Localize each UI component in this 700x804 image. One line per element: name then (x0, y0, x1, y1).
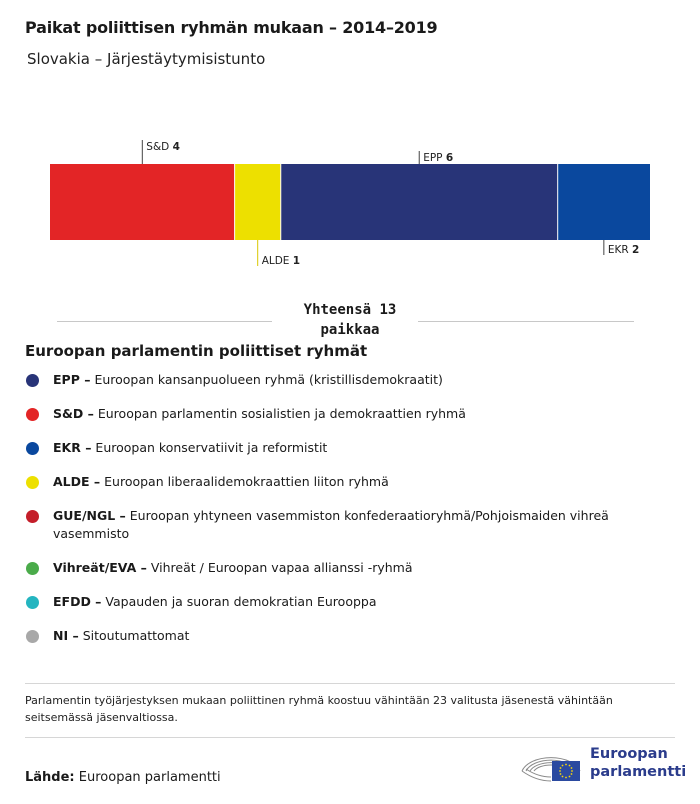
segment-label-name: EKR (607, 244, 633, 256)
legend-abbr: S&D – (53, 406, 94, 421)
legend-abbr: EFDD – (53, 594, 102, 609)
legend-item (25, 473, 665, 491)
legend-description: Euroopan yhtyneen vasemmiston konfederaatioryhmä/Pohjoismaiden vihreä vasemmisto (53, 508, 609, 541)
divider-top (25, 683, 675, 684)
footnote: Parlamentin työjärjestyksen mukaan poliittinen ryhmä koostuu vähintään 23 valitusta jäsenestä vähintään seitsemässä jäsenvaltiossa. (25, 694, 613, 724)
segment-label-value: 1 (292, 255, 301, 267)
bar-segment (558, 164, 650, 240)
segment-label-name: EPP (423, 152, 446, 164)
source (25, 770, 221, 785)
legend-dot-icon (26, 630, 39, 643)
total-seats-label: Yhteensä 13 paikkaa (303, 302, 397, 338)
chart-title: Paikat poliittisen ryhmän mukaan – 2014–2019 (25, 18, 438, 37)
segment-label-name: ALDE (261, 255, 293, 267)
source-value: Euroopan parlamentti (74, 770, 221, 785)
legend-item (25, 627, 665, 645)
legend-description: Euroopan kansanpuolueen ryhmä (kristillisdemokraatit) (90, 372, 443, 387)
chart-subtitle: Slovakia – Järjestäytymisistunto (27, 50, 266, 68)
legend-abbr: Vihreät/EVA – (53, 560, 147, 575)
legend-abbr: NI – (53, 628, 79, 643)
total-rule-right (418, 321, 634, 322)
legend-dot-icon (26, 408, 39, 421)
legend-description: Sitoutumattomat (78, 628, 190, 643)
segment-label (146, 141, 180, 153)
logo-line-1: Euroopan (590, 746, 668, 762)
logo-wordmark (590, 745, 686, 781)
legend-description: Vihreät / Euroopan vapaa allianssi -ryhmä (146, 560, 413, 575)
legend-description: Euroopan parlamentin sosialistien ja demokraattien ryhmä (93, 406, 466, 421)
segment-label (423, 152, 453, 164)
seat-bar-chart (0, 130, 700, 280)
legend-description: Euroopan liberaalidemokraattien liiton ryhmä (100, 474, 389, 489)
segment-label (608, 244, 639, 256)
segment-label-value: 4 (172, 141, 180, 153)
bar-segment (50, 164, 235, 240)
segment-label (262, 255, 300, 267)
legend-description: Vapauden ja suoran demokratian Eurooppa (101, 594, 377, 609)
bar-segment (235, 164, 281, 240)
legend-description: Euroopan konservatiivit ja reformistit (91, 440, 328, 455)
total-seats (0, 300, 700, 340)
legend-item (25, 559, 665, 577)
legend-abbr: EKR – (53, 440, 92, 455)
logo-line-2: parlamentti (590, 764, 687, 780)
legend (25, 371, 665, 661)
legend-dot-icon (26, 442, 39, 455)
legend-abbr: ALDE – (53, 474, 101, 489)
legend-heading: Euroopan parlamentin poliittiset ryhmät (25, 342, 368, 360)
european-parliament-logo (518, 743, 688, 789)
legend-abbr: GUE/NGL – (53, 508, 126, 523)
source-label: Lähde: (25, 770, 75, 785)
legend-item (25, 593, 665, 611)
segment-label-value: 2 (632, 244, 640, 256)
divider-bottom (25, 737, 675, 738)
legend-item (25, 439, 665, 457)
legend-item (25, 507, 665, 543)
legend-dot-icon (26, 510, 39, 523)
hemicycle-flag-icon (518, 745, 584, 785)
legend-abbr: EPP – (53, 372, 91, 387)
segment-label-value: 6 (445, 152, 454, 164)
bar-segment (281, 164, 558, 240)
legend-dot-icon (26, 596, 39, 609)
legend-dot-icon (26, 476, 39, 489)
legend-dot-icon (26, 374, 39, 387)
legend-item (25, 405, 665, 423)
segment-label-name: S&D (146, 141, 173, 153)
legend-dot-icon (26, 562, 39, 575)
legend-item (25, 371, 665, 389)
